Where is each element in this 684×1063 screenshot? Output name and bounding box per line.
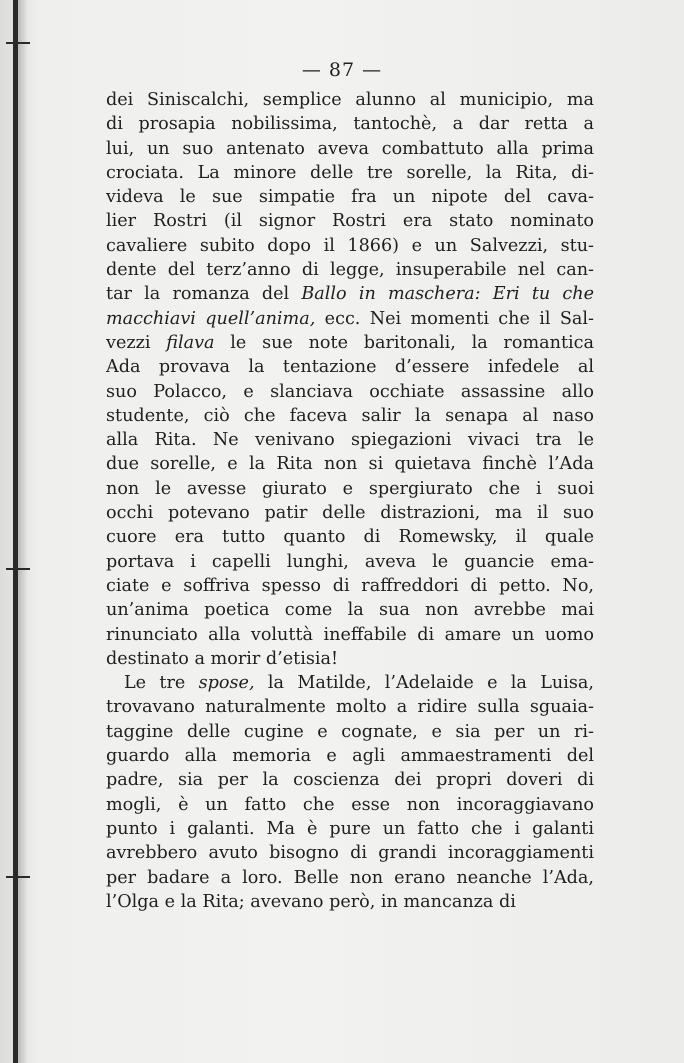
text-line — [106, 768, 594, 792]
text-line — [106, 841, 594, 865]
binding-mark — [6, 876, 30, 878]
text-segment: guardo alla memoria e agli ammaestramenti del — [106, 746, 594, 767]
text-line — [106, 817, 594, 841]
italic-text: Ballo in maschera: Eri tu che — [301, 284, 594, 305]
text-segment: lier Rostri (il signor Rostri era stato nominato — [106, 211, 594, 232]
italic-text: spose, — [198, 673, 255, 694]
text-line — [106, 477, 594, 501]
text-segment: Ada provava la tentazione d’essere infedele al — [106, 357, 594, 378]
text-segment: crociata. La minore delle tre sorelle, la Rita, di- — [106, 162, 594, 183]
text-segment: tar la romanza del — [106, 284, 302, 305]
text-line — [106, 282, 594, 306]
text-line — [106, 501, 594, 525]
binding-mark — [6, 42, 30, 44]
text-segment: un’anima poetica come la sua non avrebbe mai — [106, 600, 594, 621]
text-segment: dente del terz’anno di legge, insuperabile nel can- — [106, 260, 594, 281]
text-segment: suo Polacco, e slanciava occhiate assassine allo — [106, 381, 594, 402]
text-line — [106, 185, 594, 209]
text-line — [106, 161, 594, 185]
text-line — [106, 744, 594, 768]
text-line — [106, 428, 594, 452]
text-line — [106, 112, 594, 136]
text-line — [106, 866, 594, 890]
text-line — [106, 88, 594, 112]
text-segment: ciate e soffriva spesso di raffreddori di petto. No, — [106, 575, 594, 596]
binding-mark — [6, 568, 30, 570]
text-line — [106, 234, 594, 258]
text-line — [106, 720, 594, 744]
text-line — [106, 404, 594, 428]
text-segment: la Matilde, l’Adelaide e la Luisa, — [254, 673, 594, 694]
text-line — [106, 137, 594, 161]
text-line — [106, 574, 594, 598]
text-segment: per badare a loro. Belle non erano neanche l’Ada, — [106, 867, 594, 888]
text-segment: l’Olga e la Rita; avevano però, in mancanza di — [106, 891, 516, 912]
text-segment: vezzi — [106, 332, 167, 353]
text-segment: punto i galanti. Ma è pure un fatto che i galanti — [106, 818, 594, 839]
text-segment: due sorelle, e la Rita non si quietava finchè l’Ada — [106, 454, 594, 475]
page-number: — 87 — — [301, 59, 383, 81]
text-line — [106, 331, 594, 355]
text-line — [106, 695, 594, 719]
text-segment: occhi potevano patir delle distrazioni, ma il suo — [106, 503, 594, 524]
text-line — [106, 209, 594, 233]
text-segment: lui, un suo antenato aveva combattuto alla prima — [106, 138, 594, 159]
text-segment: taggine delle cugine e cognate, e sia per un ri- — [106, 721, 594, 742]
text-segment: videva le sue simpatie fra un nipote del cava- — [106, 187, 594, 208]
text-segment: padre, sia per la coscienza dei propri doveri di — [106, 770, 594, 791]
text-line — [106, 525, 594, 549]
text-segment: ecc. Nei momenti che il Sal- — [315, 308, 594, 329]
text-segment: portava i capelli lunghi, aveva le guancie ema- — [106, 551, 594, 572]
text-segment: mogli, è un fatto che esse non incoraggiavano — [106, 794, 594, 815]
text-segment: avrebbero avuto bisogno di grandi incoraggiamenti — [106, 843, 594, 864]
text-segment: alla Rita. Ne venivano spiegazioni vivaci tra le — [106, 430, 594, 451]
body-text — [106, 88, 594, 914]
text-line — [106, 671, 594, 695]
text-line — [106, 307, 594, 331]
text-line — [106, 793, 594, 817]
text-line — [106, 623, 594, 647]
text-segment: non le avesse giurato e spergiurato che i suoi — [106, 478, 594, 499]
italic-text: filava — [166, 332, 215, 353]
text-segment: cuore era tutto quanto di Romewsky, il quale — [106, 527, 594, 548]
text-line — [106, 258, 594, 282]
text-line — [106, 452, 594, 476]
italic-text: macchiavi quell’anima, — [106, 308, 316, 329]
text-line — [106, 380, 594, 404]
binding-shadow — [18, 0, 28, 1063]
text-segment: rinunciato alla voluttà ineffabile di amare un uomo — [106, 624, 594, 645]
text-line — [106, 355, 594, 379]
text-line — [106, 598, 594, 622]
text-segment: cavaliere subito dopo il 1866) e un Salvezzi, stu- — [106, 235, 594, 256]
text-line — [106, 890, 594, 914]
text-segment: Le tre — [124, 673, 199, 694]
text-segment: destinato a morir d’etisia! — [106, 648, 339, 669]
text-segment: dei Siniscalchi, semplice alunno al municipio, ma — [106, 90, 594, 110]
text-line — [106, 550, 594, 574]
text-segment: le sue note baritonali, la romantica — [214, 332, 594, 353]
text-segment: di prosapia nobilissima, tantochè, a dar retta a — [106, 114, 594, 135]
text-segment: trovavano naturalmente molto a ridire sulla sguaia- — [106, 697, 594, 718]
text-line — [106, 647, 594, 671]
text-segment: studente, ciò che faceva salir la senapa al naso — [106, 405, 594, 426]
